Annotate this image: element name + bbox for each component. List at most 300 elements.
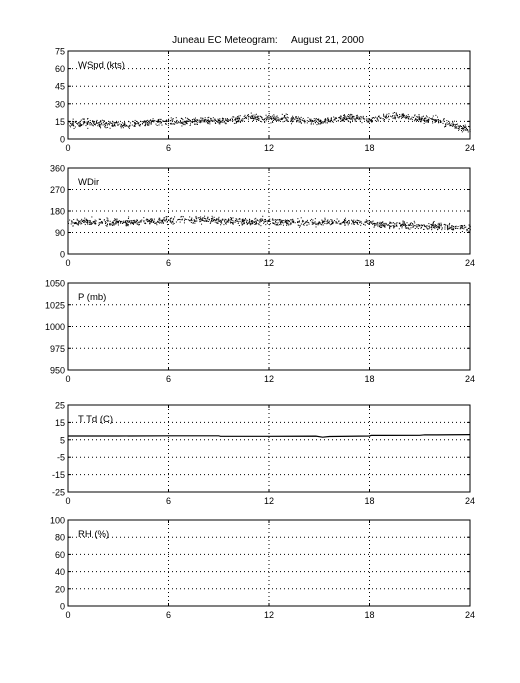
- obs-dot: [396, 113, 397, 114]
- obs-dot: [377, 119, 378, 120]
- obs-dot: [382, 224, 383, 225]
- obs-dot: [195, 221, 196, 222]
- obs-dot: [330, 219, 331, 220]
- obs-dot: [197, 124, 198, 125]
- obs-dot: [190, 123, 191, 124]
- obs-dot: [134, 123, 135, 124]
- obs-dot: [338, 220, 339, 221]
- obs-dot: [377, 225, 378, 226]
- obs-dot: [201, 224, 202, 225]
- obs-dot: [128, 127, 129, 128]
- obs-dot: [440, 225, 441, 226]
- obs-dot: [348, 114, 349, 115]
- obs-dot: [126, 222, 127, 223]
- obs-dot: [118, 221, 119, 222]
- obs-dot: [152, 120, 153, 121]
- obs-dot: [183, 216, 184, 217]
- obs-dot: [172, 124, 173, 125]
- obs-dot: [243, 223, 244, 224]
- obs-dot: [263, 221, 264, 222]
- obs-dot: [314, 118, 315, 119]
- obs-dot: [433, 222, 434, 223]
- obs-dot: [114, 124, 115, 125]
- obs-dot: [106, 122, 107, 123]
- obs-dot: [356, 115, 357, 116]
- obs-dot: [102, 222, 103, 223]
- obs-dot: [157, 221, 158, 222]
- obs-dot: [344, 223, 345, 224]
- obs-dot: [291, 120, 292, 121]
- obs-dot: [219, 221, 220, 222]
- obs-dot: [103, 122, 104, 123]
- obs-dot: [304, 121, 305, 122]
- obs-dot: [451, 227, 452, 228]
- obs-dot: [449, 225, 450, 226]
- obs-dot: [311, 122, 312, 123]
- obs-dot: [433, 119, 434, 120]
- obs-dot: [295, 116, 296, 117]
- obs-dot: [141, 220, 142, 221]
- obs-dot: [404, 223, 405, 224]
- obs-dot: [336, 223, 337, 224]
- obs-dot: [340, 115, 341, 116]
- obs-dot: [307, 222, 308, 223]
- obs-dot: [159, 219, 160, 220]
- obs-dot: [166, 124, 167, 125]
- obs-dot: [95, 124, 96, 125]
- obs-dot: [400, 225, 401, 226]
- obs-dot: [284, 115, 285, 116]
- obs-dot: [196, 221, 197, 222]
- obs-dot: [414, 120, 415, 121]
- x-tick-label: 6: [165, 258, 172, 268]
- obs-dot: [413, 226, 414, 227]
- obs-dot: [390, 222, 391, 223]
- obs-dot: [80, 126, 81, 127]
- obs-dot: [332, 220, 333, 221]
- obs-dot: [92, 125, 93, 126]
- obs-dot: [421, 118, 422, 119]
- obs-dot: [223, 119, 224, 120]
- obs-dot: [223, 224, 224, 225]
- obs-dot: [426, 120, 427, 121]
- obs-dot: [183, 124, 184, 125]
- obs-dot: [240, 122, 241, 123]
- obs-dot: [449, 123, 450, 124]
- obs-dot: [447, 228, 448, 229]
- obs-dot: [318, 119, 319, 120]
- obs-dot: [304, 120, 305, 121]
- obs-dot: [401, 118, 402, 119]
- obs-dot: [298, 120, 299, 121]
- obs-dot: [233, 217, 234, 218]
- obs-dot: [426, 122, 427, 123]
- obs-dot: [462, 228, 463, 229]
- obs-dot: [334, 220, 335, 221]
- obs-dot: [396, 112, 397, 113]
- obs-dot: [125, 221, 126, 222]
- obs-dot: [315, 224, 316, 225]
- obs-dot: [325, 118, 326, 119]
- obs-dot: [348, 223, 349, 224]
- obs-dot: [196, 218, 197, 219]
- obs-dot: [118, 222, 119, 223]
- obs-dot: [316, 226, 317, 227]
- obs-dot: [444, 126, 445, 127]
- obs-dot: [200, 218, 201, 219]
- obs-dot: [173, 118, 174, 119]
- obs-dot: [252, 220, 253, 221]
- obs-dot: [371, 120, 372, 121]
- obs-dot: [366, 120, 367, 121]
- obs-dot: [236, 122, 237, 123]
- obs-dot: [433, 116, 434, 117]
- obs-dot: [270, 223, 271, 224]
- obs-dot: [376, 224, 377, 225]
- obs-dot: [171, 218, 172, 219]
- obs-dot: [389, 227, 390, 228]
- obs-dot: [335, 118, 336, 119]
- obs-dot: [315, 122, 316, 123]
- obs-dot: [126, 220, 127, 221]
- obs-dot: [389, 228, 390, 229]
- obs-dot: [424, 123, 425, 124]
- obs-dot: [87, 128, 88, 129]
- obs-dot: [428, 119, 429, 120]
- obs-dot: [369, 120, 370, 121]
- obs-dot: [325, 122, 326, 123]
- obs-dot: [207, 218, 208, 219]
- obs-dot: [456, 128, 457, 129]
- obs-dot: [257, 117, 258, 118]
- obs-dot: [242, 118, 243, 119]
- obs-dot: [349, 115, 350, 116]
- obs-dot: [117, 122, 118, 123]
- obs-dot: [203, 121, 204, 122]
- obs-dot: [74, 128, 75, 129]
- obs-dot: [71, 221, 72, 222]
- obs-dot: [438, 119, 439, 120]
- obs-dot: [337, 223, 338, 224]
- obs-dot: [77, 220, 78, 221]
- obs-dot: [171, 124, 172, 125]
- obs-dot: [420, 121, 421, 122]
- obs-dot: [128, 218, 129, 219]
- obs-dot: [470, 131, 471, 132]
- obs-dot: [339, 223, 340, 224]
- obs-dot: [138, 222, 139, 223]
- obs-dot: [444, 229, 445, 230]
- obs-dot: [147, 220, 148, 221]
- obs-dot: [291, 118, 292, 119]
- obs-dot: [145, 223, 146, 224]
- obs-dot: [239, 218, 240, 219]
- obs-dot: [85, 224, 86, 225]
- panel-label: P (mb): [78, 292, 107, 303]
- obs-dot: [200, 120, 201, 121]
- obs-dot: [262, 216, 263, 217]
- obs-dot: [432, 119, 433, 120]
- obs-dot: [327, 223, 328, 224]
- obs-dot: [414, 222, 415, 223]
- obs-dot: [165, 220, 166, 221]
- obs-dot: [153, 221, 154, 222]
- obs-dot: [212, 120, 213, 121]
- obs-dot: [357, 222, 358, 223]
- obs-dot: [133, 121, 134, 122]
- obs-dot: [218, 122, 219, 123]
- obs-dot: [410, 119, 411, 120]
- obs-dot: [280, 222, 281, 223]
- obs-dot: [87, 123, 88, 124]
- obs-dot: [199, 120, 200, 121]
- obs-dot: [86, 220, 87, 221]
- obs-dot: [128, 221, 129, 222]
- obs-dot: [234, 119, 235, 120]
- obs-dot: [259, 224, 260, 225]
- obs-dot: [177, 122, 178, 123]
- obs-dot: [383, 116, 384, 117]
- obs-dot: [87, 220, 88, 221]
- obs-dot: [365, 225, 366, 226]
- obs-dot: [233, 117, 234, 118]
- obs-dot: [179, 122, 180, 123]
- obs-dot: [199, 121, 200, 122]
- obs-dot: [316, 124, 317, 125]
- obs-dot: [347, 116, 348, 117]
- obs-dot: [349, 116, 350, 117]
- obs-dot: [171, 223, 172, 224]
- obs-dot: [351, 114, 352, 115]
- obs-dot: [406, 115, 407, 116]
- obs-dot: [231, 219, 232, 220]
- obs-dot: [318, 123, 319, 124]
- y-tick-label: 15: [54, 116, 65, 127]
- obs-dot: [459, 127, 460, 128]
- obs-dot: [205, 218, 206, 219]
- obs-dot: [351, 220, 352, 221]
- obs-dot: [109, 122, 110, 123]
- obs-dot: [98, 122, 99, 123]
- x-tick-label: 6: [165, 374, 172, 384]
- obs-dot: [81, 223, 82, 224]
- panels: [45, 47, 475, 621]
- y-tick-label: 0: [59, 134, 65, 145]
- obs-dot: [420, 118, 421, 119]
- obs-dot: [244, 220, 245, 221]
- obs-dot: [182, 219, 183, 220]
- data-point: [218, 219, 219, 220]
- obs-dot: [125, 225, 126, 226]
- obs-dot: [463, 128, 464, 129]
- obs-dot: [279, 120, 280, 121]
- obs-dot: [157, 121, 158, 122]
- obs-dot: [311, 123, 312, 124]
- obs-dot: [107, 124, 108, 125]
- obs-dot: [354, 224, 355, 225]
- obs-dot: [181, 125, 182, 126]
- obs-dot: [369, 221, 370, 222]
- obs-dot: [361, 122, 362, 123]
- obs-dot: [225, 120, 226, 121]
- obs-dot: [118, 121, 119, 122]
- obs-dot: [130, 125, 131, 126]
- x-tick-label: 0: [65, 374, 71, 384]
- obs-dot: [120, 223, 121, 224]
- obs-dot: [251, 113, 252, 114]
- data-point: [101, 123, 102, 124]
- obs-dot: [81, 219, 82, 220]
- obs-dot: [230, 119, 231, 120]
- obs-dot: [225, 219, 226, 220]
- obs-dot: [283, 222, 284, 223]
- obs-dot: [304, 223, 305, 224]
- obs-dot: [381, 227, 382, 228]
- obs-dot: [173, 219, 174, 220]
- obs-dot: [353, 220, 354, 221]
- obs-dot: [452, 123, 453, 124]
- obs-dot: [200, 118, 201, 119]
- obs-dot: [87, 221, 88, 222]
- obs-dot: [431, 118, 432, 119]
- obs-dot: [249, 222, 250, 223]
- obs-dot: [307, 117, 308, 118]
- obs-dot: [187, 118, 188, 119]
- obs-dot: [408, 224, 409, 225]
- obs-dot: [316, 224, 317, 225]
- obs-dot: [453, 226, 454, 227]
- obs-dot: [221, 220, 222, 221]
- obs-dot: [193, 121, 194, 122]
- obs-dot: [333, 122, 334, 123]
- obs-dot: [69, 125, 70, 126]
- obs-dot: [150, 120, 151, 121]
- obs-dot: [242, 224, 243, 225]
- obs-dot: [353, 222, 354, 223]
- obs-dot: [253, 115, 254, 116]
- obs-dot: [454, 121, 455, 122]
- obs-dot: [258, 120, 259, 121]
- obs-dot: [382, 225, 383, 226]
- obs-dot: [239, 225, 240, 226]
- obs-dot: [275, 219, 276, 220]
- obs-dot: [181, 118, 182, 119]
- obs-dot: [360, 121, 361, 122]
- obs-dot: [208, 123, 209, 124]
- obs-dot: [416, 226, 417, 227]
- obs-dot: [318, 224, 319, 225]
- obs-dot: [148, 125, 149, 126]
- obs-dot: [182, 123, 183, 124]
- obs-dot: [444, 118, 445, 119]
- obs-dot: [415, 228, 416, 229]
- obs-dot: [134, 122, 135, 123]
- obs-dot: [264, 222, 265, 223]
- obs-dot: [346, 222, 347, 223]
- obs-dot: [197, 122, 198, 123]
- obs-dot: [301, 123, 302, 124]
- obs-dot: [217, 223, 218, 224]
- obs-dot: [399, 223, 400, 224]
- obs-dot: [126, 125, 127, 126]
- obs-dot: [312, 220, 313, 221]
- obs-dot: [372, 117, 373, 118]
- obs-dot: [418, 224, 419, 225]
- obs-dot: [243, 221, 244, 222]
- obs-dot: [453, 124, 454, 125]
- obs-dot: [409, 225, 410, 226]
- obs-dot: [315, 218, 316, 219]
- obs-dot: [323, 123, 324, 124]
- x-tick-label: 6: [165, 496, 172, 506]
- obs-dot: [94, 223, 95, 224]
- obs-dot: [81, 120, 82, 121]
- obs-dot: [158, 219, 159, 220]
- obs-dot: [405, 117, 406, 118]
- obs-dot: [165, 221, 166, 222]
- obs-dot: [156, 223, 157, 224]
- obs-dot: [115, 223, 116, 224]
- obs-dot: [293, 121, 294, 122]
- obs-dot: [106, 226, 107, 227]
- obs-dot: [78, 122, 79, 123]
- obs-dot: [393, 222, 394, 223]
- obs-dot: [236, 218, 237, 219]
- obs-dot: [320, 123, 321, 124]
- obs-dot: [76, 223, 77, 224]
- obs-dot: [160, 123, 161, 124]
- obs-dot: [404, 221, 405, 222]
- obs-dot: [350, 122, 351, 123]
- obs-dot: [325, 119, 326, 120]
- obs-dot: [161, 125, 162, 126]
- obs-dot: [100, 223, 101, 224]
- obs-dot: [204, 221, 205, 222]
- obs-dot: [203, 120, 204, 121]
- obs-dot: [390, 116, 391, 117]
- obs-dot: [461, 225, 462, 226]
- obs-dot: [377, 118, 378, 119]
- obs-dot: [324, 223, 325, 224]
- obs-dot: [101, 121, 102, 122]
- figure-title: Juneau EC Meteogram: August 21, 2000: [172, 35, 364, 46]
- obs-dot: [215, 222, 216, 223]
- obs-dot: [344, 219, 345, 220]
- obs-dot: [80, 123, 81, 124]
- plot-area-frame: [68, 405, 470, 492]
- obs-dot: [233, 222, 234, 223]
- obs-dot: [107, 125, 108, 126]
- obs-dot: [94, 221, 95, 222]
- obs-dot: [427, 120, 428, 121]
- obs-dot: [116, 221, 117, 222]
- obs-dot: [168, 120, 169, 121]
- obs-dot: [236, 119, 237, 120]
- obs-dot: [462, 226, 463, 227]
- obs-dot: [76, 123, 77, 124]
- obs-dot: [388, 225, 389, 226]
- obs-dot: [379, 116, 380, 117]
- obs-dot: [403, 220, 404, 221]
- obs-dot: [243, 221, 244, 222]
- obs-dot: [206, 220, 207, 221]
- obs-dot: [358, 117, 359, 118]
- obs-dot: [80, 124, 81, 125]
- obs-dot: [446, 120, 447, 121]
- obs-dot: [146, 121, 147, 122]
- obs-dot: [450, 228, 451, 229]
- obs-dot: [321, 224, 322, 225]
